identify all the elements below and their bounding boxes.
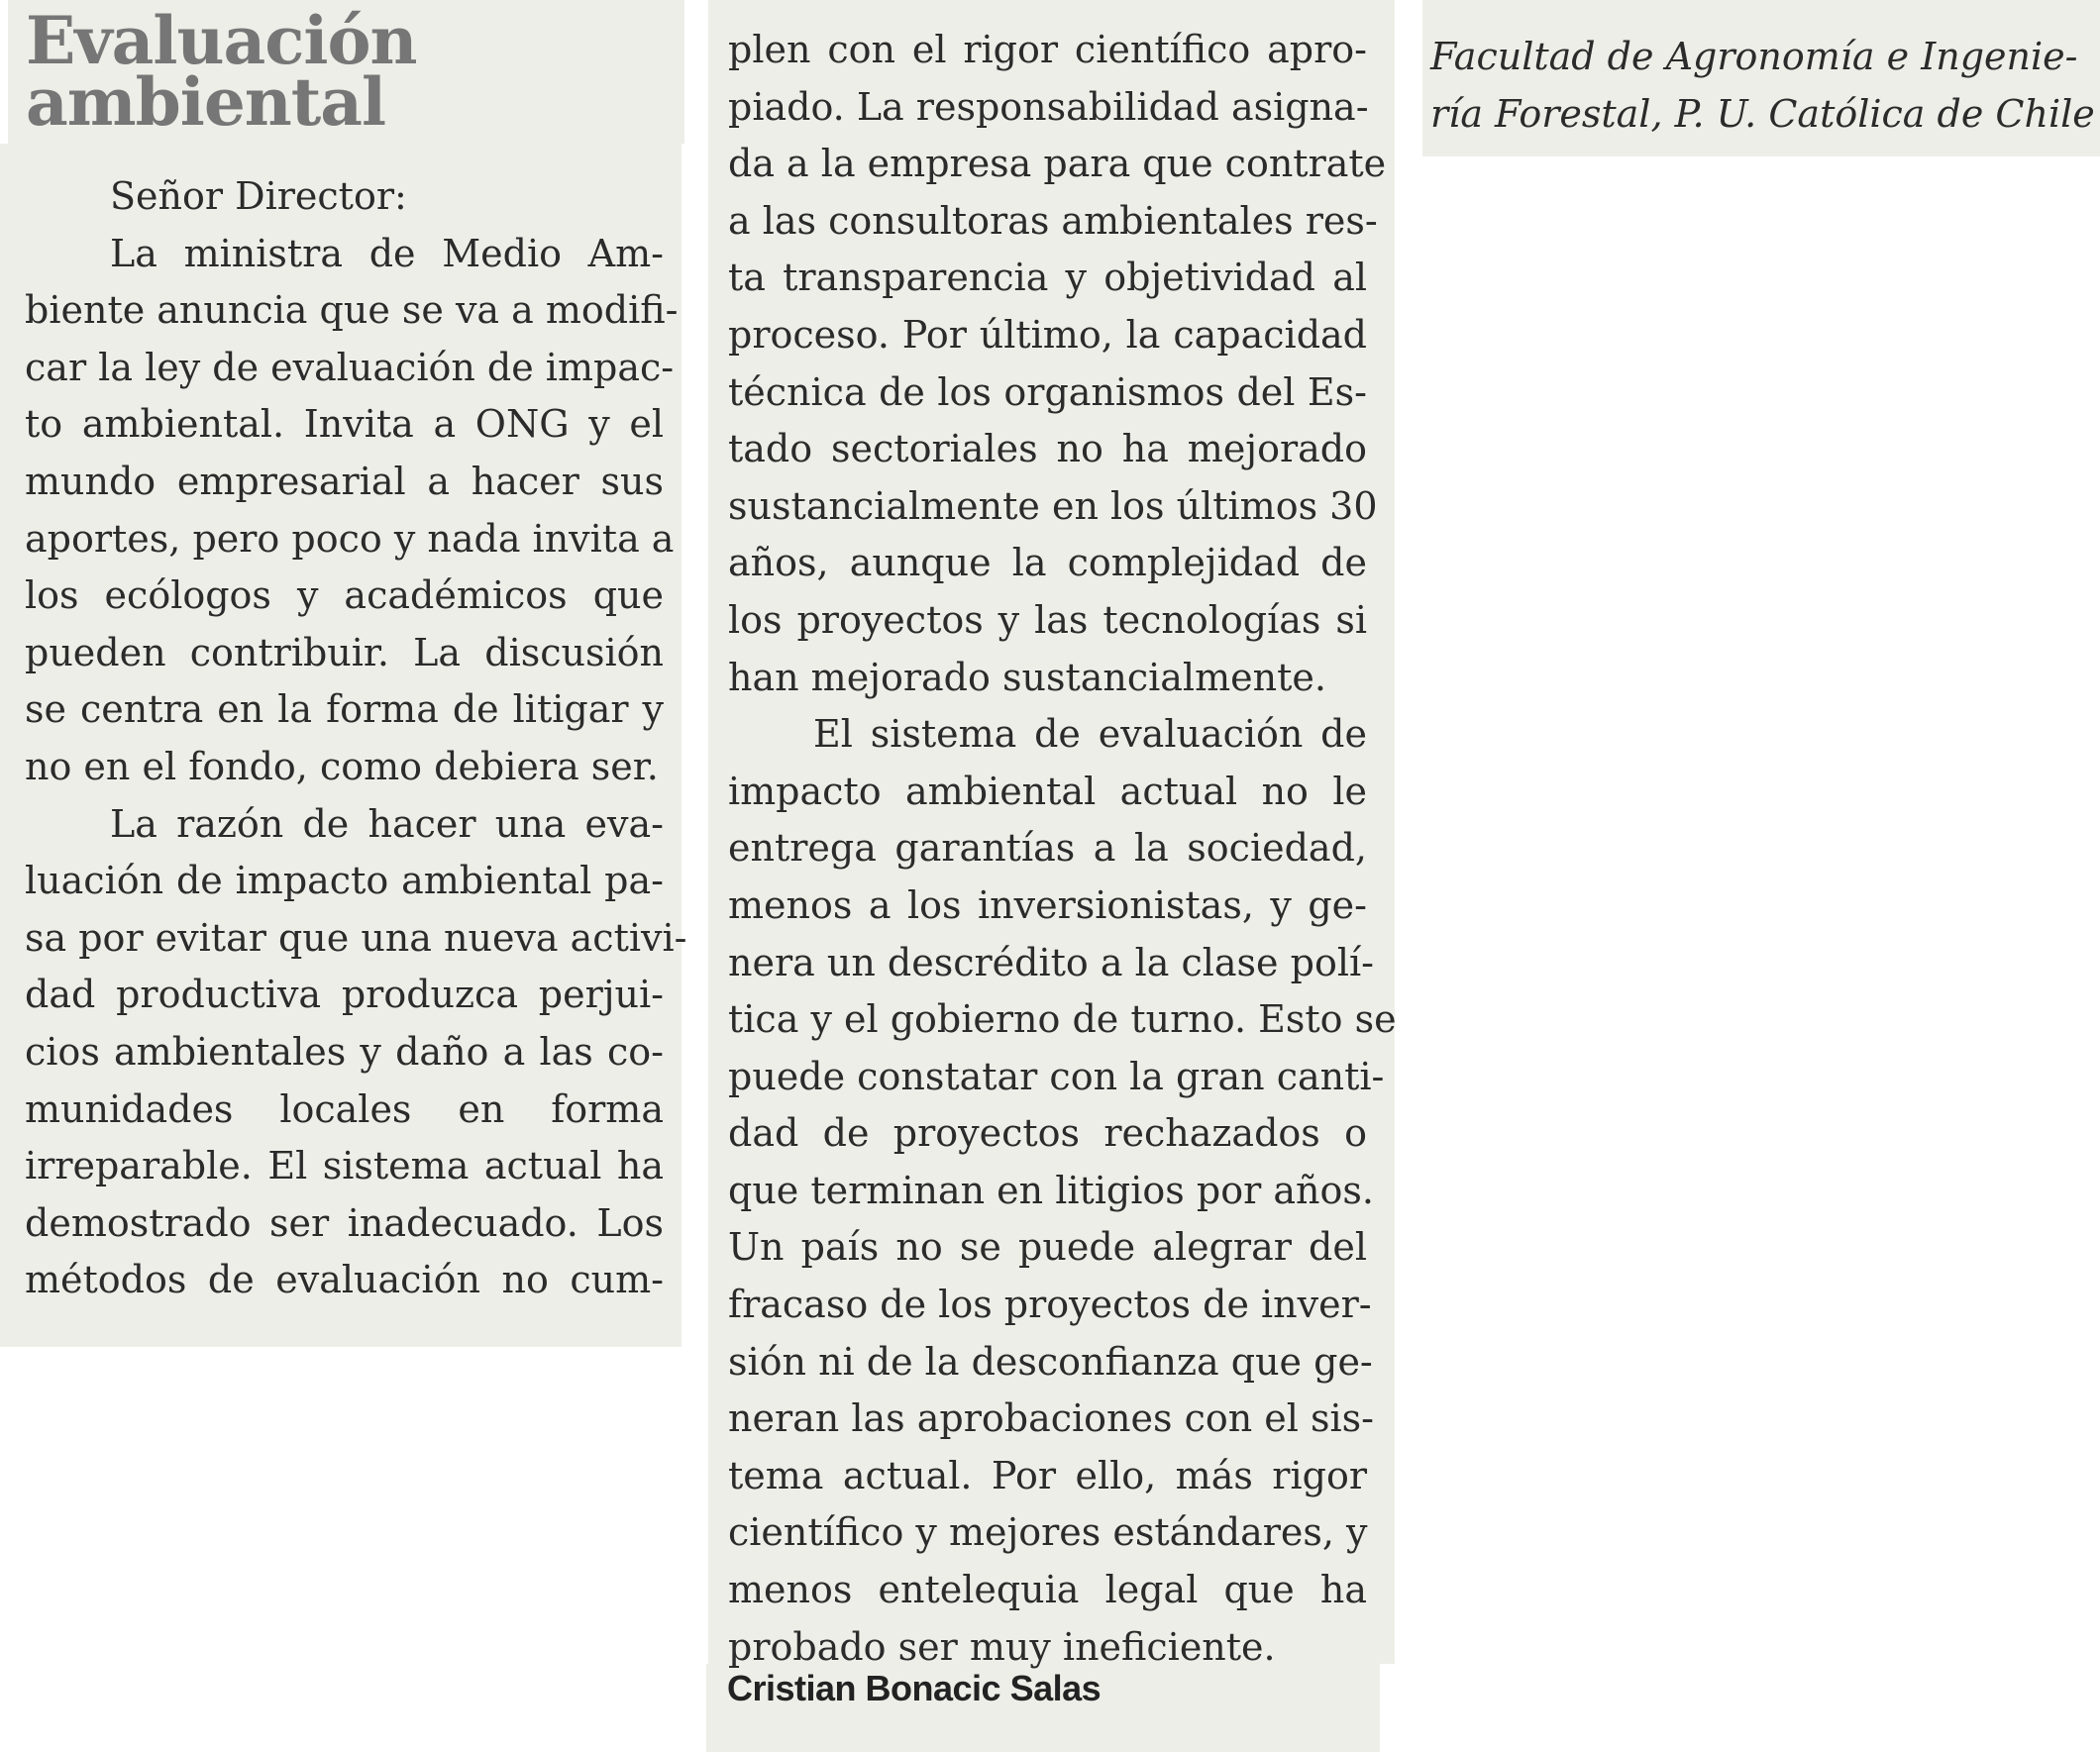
text-line: La ministra de Medio Am-: [110, 231, 664, 275]
text-line: luación de impacto ambiental pa-: [25, 859, 664, 903]
letter-column-2: [728, 22, 1397, 1676]
text-line: sustancialmente en los últimos 30: [728, 483, 1378, 528]
text-line: los proyectos y las tecnologías si: [728, 597, 1367, 642]
text-line: tema actual. Por ello, más rigor: [728, 1453, 1367, 1497]
text-line: fracaso de los proyectos de inver-: [728, 1283, 1372, 1327]
author-signature: Cristian Bonacic Salas: [727, 1668, 1102, 1708]
text-line: se centra en la forma de litigar y: [25, 687, 664, 732]
text-line: aportes, pero poco y nada invita a: [25, 516, 675, 561]
article-headline: [26, 2, 417, 141]
text-line: munidades locales en forma: [25, 1086, 664, 1131]
salutation: Señor Director:: [110, 174, 407, 218]
text-line: a las consultoras ambientales res-: [728, 198, 1378, 243]
text-line: irreparable. El sistema actual ha: [25, 1144, 664, 1188]
letter-column-1: [25, 168, 687, 1309]
text-line: La razón de hacer una eva-: [110, 801, 664, 846]
text-line: menos entelequia legal que ha: [728, 1568, 1367, 1612]
headline-line-1: Evaluación: [26, 2, 417, 79]
text-line: plen con el rigor científico apro-: [728, 28, 1367, 71]
text-line: ta transparencia y objetividad al: [728, 256, 1367, 300]
text-line: los ecólogos y académicos que: [25, 573, 664, 618]
affiliation-line-1: Facultad de Agronomía e Ingenie-: [1430, 35, 2078, 78]
text-line: car la ley de evaluación de impac-: [25, 345, 675, 389]
text-line: menos a los inversionistas, y ge-: [728, 882, 1367, 927]
text-line: nera un descrédito a la clase polí-: [728, 940, 1374, 984]
affiliation-line-2: ría Forestal, P. U. Católica de Chile: [1430, 91, 2095, 136]
text-line: piado. La responsabilidad asigna-: [728, 84, 1369, 129]
text-line: neran las aprobaciones con el sis-: [728, 1396, 1375, 1441]
text-line: sión ni de la desconfianza que ge-: [728, 1339, 1373, 1384]
text-line: no en el fondo, como debiera ser.: [25, 744, 659, 788]
text-line: científico y mejores estándares, y: [728, 1510, 1368, 1555]
text-line: mundo empresarial a hacer sus: [25, 459, 664, 503]
text-line: años, aunque la complejidad de: [728, 541, 1367, 585]
text-line: demostrado ser inadecuado. Los: [25, 1200, 664, 1245]
text-line: dad productiva produzca perjui-: [25, 973, 664, 1017]
text-line: to ambiental. Invita a ONG y el: [25, 402, 664, 447]
text-line: proceso. Por último, la capacidad: [728, 312, 1367, 357]
text-line: probado ser muy ineficiente.: [728, 1624, 1276, 1669]
text-line: que terminan en litigios por años.: [728, 1168, 1374, 1212]
text-line: sa por evitar que una nueva activi-: [25, 915, 687, 960]
text-line: puede constatar con la gran canti-: [728, 1054, 1385, 1098]
text-line: métodos de evaluación no cum-: [25, 1258, 664, 1302]
text-line: El sistema de evaluación de: [813, 712, 1367, 757]
text-line: tica y el gobierno de turno. Esto se: [728, 997, 1397, 1042]
text-line: biente anuncia que se va a modifi-: [25, 288, 679, 333]
text-line: entrega garantías a la sociedad,: [728, 826, 1367, 871]
text-line: Un país no se puede alegrar del: [728, 1225, 1367, 1270]
text-line: da a la empresa para que contrate: [728, 142, 1387, 186]
text-line: cios ambientales y daño a las co-: [25, 1029, 664, 1074]
text-line: tado sectoriales no ha mejorado: [728, 427, 1367, 471]
headline-line-2: ambiental: [26, 63, 386, 141]
text-line: impacto ambiental actual no le: [728, 769, 1367, 813]
author-affiliation: [1430, 28, 2095, 142]
text-line: han mejorado sustancialmente.: [728, 655, 1326, 699]
text-line: dad de proyectos rechazados o: [728, 1111, 1367, 1156]
text-line: técnica de los organismos del Es-: [728, 369, 1367, 414]
text-line: pueden contribuir. La discusión: [25, 630, 664, 674]
